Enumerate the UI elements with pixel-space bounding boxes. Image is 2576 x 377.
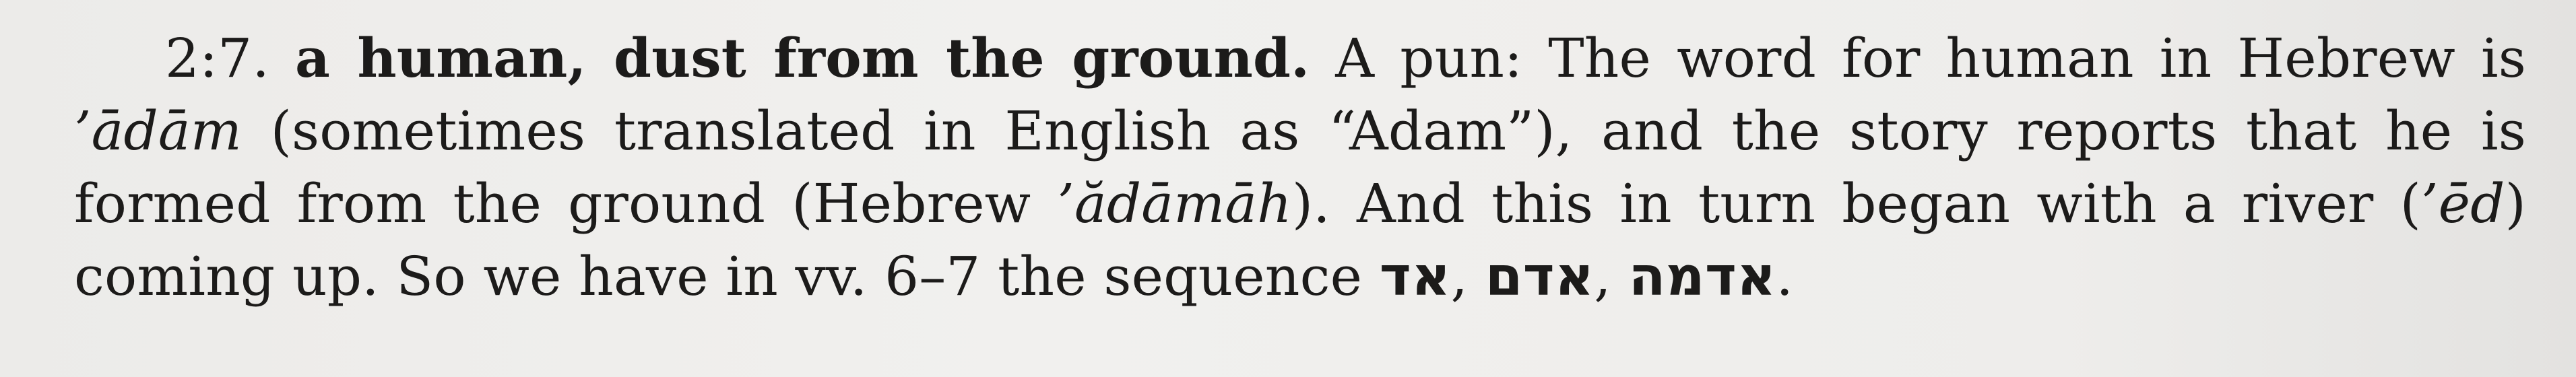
hebrew-word-ed: אד <box>1379 245 1451 308</box>
hebrew-word-adamah: אדמה <box>1628 245 1776 308</box>
commentary-note <box>74 22 2526 313</box>
note-text: (sometimes translated in English as “Adam”), and the story reports that he is formed from the ground (Hebrew <box>74 100 2526 235</box>
separator: , <box>1594 245 1629 308</box>
note-text: A pun: The word for human in Hebrew is <box>1310 27 2526 90</box>
note-end: . <box>1776 245 1794 308</box>
separator: , <box>1450 245 1485 308</box>
hebrew-word-adam: אדם <box>1485 245 1595 308</box>
lemma-heading: a human, dust from the ground. <box>295 26 1310 90</box>
term-adamah: ’ădāmāh <box>1057 172 1292 235</box>
verse-reference: 2:7. <box>165 27 269 90</box>
note-text: ). And this in turn began with a river ( <box>1291 172 2421 235</box>
note-text: ) coming up. So we have in vv. 6–7 the sequence <box>74 172 2526 308</box>
term-adam: ’ādām <box>74 100 242 162</box>
term-ed: ’ēd <box>2420 172 2505 235</box>
